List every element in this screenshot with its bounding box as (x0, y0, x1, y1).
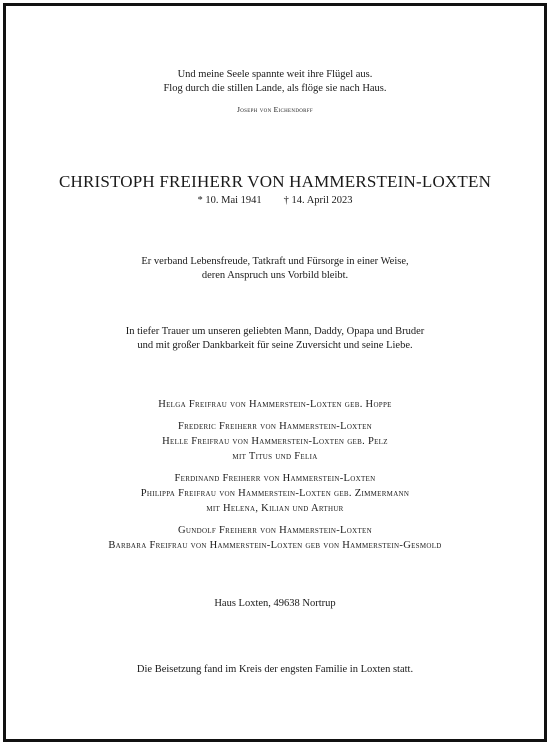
family-members (0, 397, 550, 553)
mourning-text (0, 325, 550, 353)
tribute-text (0, 255, 550, 283)
poem-line-1: Und meine Seele spannte weit ihre Flügel aus. (177, 69, 373, 80)
family-member: Frederic Freiherr von Hammerstein-Loxten (177, 421, 373, 432)
family-address: Haus Loxten, 49638 Nortrup (214, 598, 336, 609)
mourning-line-1: In tiefer Trauer um unseren geliebten Mann, Daddy, Opapa und Bruder (125, 326, 425, 337)
family-member: Ferdinand Freiherr von Hammerstein-Loxten (174, 473, 376, 484)
family-member: Philippa Freifrau von Hammerstein-Loxten geb. Zimmermann (140, 488, 410, 499)
deceased-name: CHRISTOPH FREIHERR VON HAMMERSTEIN-LOXTEN (58, 172, 492, 191)
family-member: Helga Freifrau von Hammerstein-Loxten geb. Hoppe (158, 399, 392, 410)
tribute-line-1: Er verband Lebensfreude, Tatkraft und Fürsorge in einer Weise, (141, 256, 409, 267)
family-children: mit Titus und Felia (232, 451, 318, 462)
family-member: Barbara Freifrau von Hammerstein-Loxten geb von Hammerstein-Gesmold (108, 540, 442, 551)
tribute-line-2: deren Anspruch uns Vorbild bleibt. (201, 270, 349, 281)
family-member: Gundolf Freiherr von Hammerstein-Loxten (178, 525, 372, 536)
burial-note: Die Beisetzung fand im Kreis der engsten Familie in Loxten statt. (136, 664, 414, 675)
poem-quote (0, 68, 550, 96)
life-dates (0, 195, 550, 206)
death-date: † 14. April 2023 (283, 195, 353, 206)
family-children: mit Helena, Kilian und Arthur (206, 503, 344, 514)
family-member: Helle Freifrau von Hammerstein-Loxten geb. Pelz (162, 436, 388, 447)
poem-line-2: Flog durch die stillen Lande, als flöge sie nach Haus. (163, 83, 387, 94)
mourning-line-2: und mit großer Dankbarkeit für seine Zuversicht und seine Liebe. (137, 340, 413, 351)
poem-author: Joseph von Eichendorff (237, 105, 313, 114)
birth-date: * 10. Mai 1941 (197, 195, 262, 206)
